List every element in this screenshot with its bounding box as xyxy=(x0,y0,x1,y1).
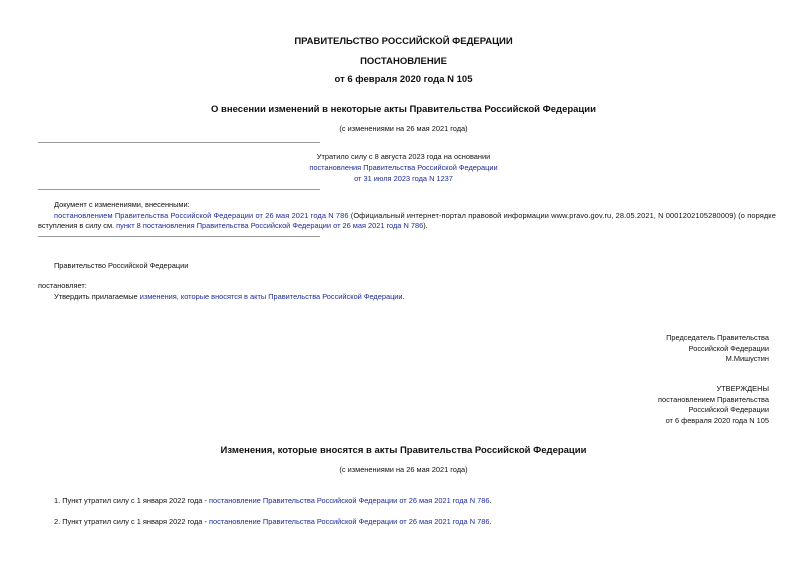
doc-changes-text2: вступления в силу см. xyxy=(38,221,117,230)
changes-section-note: (с изменениями на 26 мая 2021 года) xyxy=(339,465,468,474)
signature-name: М.Мишустин xyxy=(725,354,769,363)
expired-link-1[interactable]: постановления Правительства Российской Федерации xyxy=(309,163,498,172)
approve-text: Утвердить прилагаемые xyxy=(54,292,140,301)
doc-changes-link2[interactable]: пункт 8 постановления Правительства Российской Федерации от 26 мая 2021 года N 786 xyxy=(116,221,424,230)
header-date: от 6 февраля 2020 года N 105 xyxy=(334,74,473,85)
list-item-link[interactable]: постановление Правительства Российской Федерации от 26 мая 2021 года N 786 xyxy=(208,496,490,505)
doc-changes-intro: Документ с изменениями, внесенными: xyxy=(54,200,190,209)
list-item-text: 2. Пункт утратил силу с 1 января 2022 года - xyxy=(54,517,209,526)
changes-note: (с изменениями на 26 мая 2021 года) xyxy=(339,124,468,133)
list-item-link[interactable]: постановление Правительства Российской Федерации от 26 мая 2021 года N 786 xyxy=(208,517,490,526)
document-title: О внесении изменений в некоторые акты Правительства Российской Федерации xyxy=(211,104,596,115)
doc-changes-link[interactable]: постановлением Правительства Российской Федерации от 26 мая 2021 года N 786 xyxy=(54,211,349,220)
approve-end: . xyxy=(402,292,405,301)
header-doc-type: ПОСТАНОВЛЕНИЕ xyxy=(360,56,447,67)
changes-title: Изменения, которые вносятся в акты Правительства Российской Федерации xyxy=(220,445,587,456)
list-item xyxy=(54,496,492,507)
approved-label: УТВЕРЖДЕНЫ xyxy=(716,384,769,393)
signature-title: Председатель Правительства xyxy=(666,333,769,342)
list-item-text: 1. Пункт утратил силу с 1 января 2022 года - xyxy=(54,496,209,505)
doc-changes-text: (Официальный интернет-портал правовой информации www.pravo.gov.ru, 28.05.2021, N 0001202105280009) (о порядке xyxy=(348,211,776,220)
approved-line3: Российской Федерации xyxy=(688,405,769,414)
doc-changes-end: ). xyxy=(423,221,428,230)
government-name: Правительство Российской Федерации xyxy=(54,261,189,270)
approve-link[interactable]: изменения, которые вносятся в акты Правительства Российской Федерации xyxy=(139,292,403,301)
list-item xyxy=(54,517,492,528)
divider xyxy=(38,189,320,190)
approved-line2: постановлением Правительства xyxy=(658,395,769,404)
approved-line4: от 6 февраля 2020 года N 105 xyxy=(665,416,769,425)
signature-country: Российской Федерации xyxy=(688,344,769,353)
divider xyxy=(38,236,320,237)
header-line1: ПРАВИТЕЛЬСТВО РОССИЙСКОЙ ФЕДЕРАЦИИ xyxy=(294,36,513,47)
divider xyxy=(38,142,320,143)
decides-label: постановляет: xyxy=(38,281,87,290)
list-item-end: . xyxy=(489,517,492,526)
expired-text: Утратило силу с 8 августа 2023 года на основании xyxy=(316,152,491,161)
doc-changes-line1 xyxy=(54,211,776,222)
expired-link-2[interactable]: от 31 июля 2023 года N 1237 xyxy=(354,174,453,183)
list-item-end: . xyxy=(489,496,492,505)
approve-paragraph xyxy=(54,292,405,303)
doc-changes-line2 xyxy=(38,221,428,232)
